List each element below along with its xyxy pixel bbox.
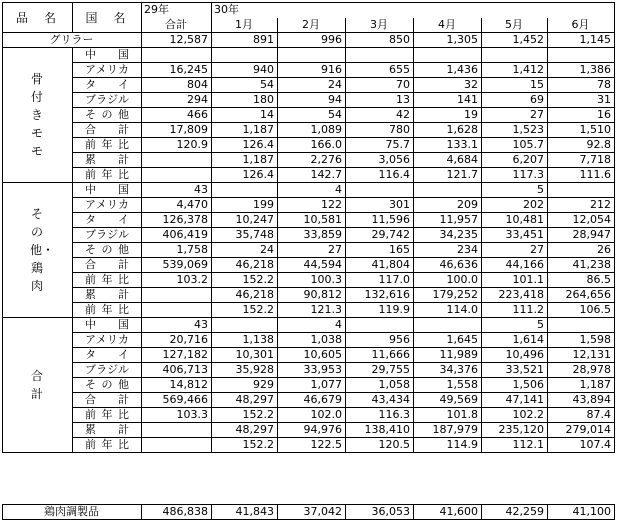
row-value: 1,138 (212, 333, 278, 348)
row-value: 152.2 (212, 273, 278, 288)
row-value (346, 183, 414, 198)
row-value: 70 (346, 78, 414, 93)
row-value (414, 183, 482, 198)
row-value: 94,976 (278, 423, 346, 438)
row-value: 121.3 (278, 303, 346, 318)
section-row (3, 273, 615, 288)
row-value: 35,748 (212, 228, 278, 243)
row-value: 780 (346, 123, 414, 138)
row-value: 78 (548, 78, 615, 93)
row-value: 43,894 (548, 393, 615, 408)
header-item: 品 名 (3, 3, 73, 33)
row-value: 34,376 (414, 363, 482, 378)
row-value: 11,666 (346, 348, 414, 363)
row-value: 279,014 (548, 423, 615, 438)
section-row (3, 423, 615, 438)
row-value: 1,506 (482, 378, 548, 393)
section-row (3, 243, 615, 258)
row-label: 中 国 (73, 318, 142, 333)
row-total: 43 (142, 183, 212, 198)
section-row (3, 123, 615, 138)
row-total: 569,466 (142, 393, 212, 408)
row-total: 294 (142, 93, 212, 108)
row-total: 406,419 (142, 228, 212, 243)
row-value: 126.4 (212, 138, 278, 153)
grill-value: 1,452 (482, 33, 548, 48)
row-value: 7,718 (548, 153, 615, 168)
header-month: 2月 (278, 18, 346, 33)
row-value: 87.4 (548, 408, 615, 423)
grill-value: 1,305 (414, 33, 482, 48)
row-value: 166.0 (278, 138, 346, 153)
section-row (3, 348, 615, 363)
grill-value: 996 (278, 33, 346, 48)
row-value: 46,218 (212, 258, 278, 273)
header-month: 4月 (414, 18, 482, 33)
row-value: 41,804 (346, 258, 414, 273)
row-value: 122.5 (278, 438, 346, 453)
row-label: 中 国 (73, 183, 142, 198)
section-row (3, 138, 615, 153)
row-value: 101.1 (482, 273, 548, 288)
row-value: 10,247 (212, 213, 278, 228)
row-value: 27 (278, 243, 346, 258)
row-total: 1,758 (142, 243, 212, 258)
row-value: 1,077 (278, 378, 346, 393)
row-value (346, 318, 414, 333)
row-label: その他 (73, 243, 142, 258)
section-label (3, 318, 73, 453)
row-value: 116.3 (346, 408, 414, 423)
row-label: 累 計 (73, 288, 142, 303)
row-label: 前年比 (73, 303, 142, 318)
row-value: 1,058 (346, 378, 414, 393)
row-value: 223,418 (482, 288, 548, 303)
row-value: 5 (482, 318, 548, 333)
row-value: 138,410 (346, 423, 414, 438)
row-value: 119.9 (346, 303, 414, 318)
row-value: 116.4 (346, 168, 414, 183)
row-value: 26 (548, 243, 615, 258)
row-value: 33,953 (278, 363, 346, 378)
row-value: 12,131 (548, 348, 615, 363)
row-value: 100.3 (278, 273, 346, 288)
row-label: アメリカ (73, 63, 142, 78)
row-label: 合 計 (73, 258, 142, 273)
row-total: 804 (142, 78, 212, 93)
row-label: 前年比 (73, 408, 142, 423)
row-value: 35,928 (212, 363, 278, 378)
row-value: 133.1 (414, 138, 482, 153)
row-value: 28,978 (548, 363, 615, 378)
section-label-text: 合計 (30, 369, 43, 401)
row-value: 48,297 (212, 423, 278, 438)
header-year-prev: 29年 (142, 3, 212, 18)
row-value: 102.2 (482, 408, 548, 423)
header-country: 国 名 (73, 3, 142, 33)
processed-table (2, 504, 615, 520)
section-row (3, 318, 615, 333)
row-value: 33,521 (482, 363, 548, 378)
row-total: 4,470 (142, 198, 212, 213)
row-value: 101.8 (414, 408, 482, 423)
row-label: 合 計 (73, 393, 142, 408)
row-value: 100.0 (414, 273, 482, 288)
row-label: ブラジル (73, 228, 142, 243)
section-label-text: その他・鶏肉 (30, 207, 55, 293)
row-value: 28,947 (548, 228, 615, 243)
grill-row (3, 33, 615, 48)
row-value: 47,141 (482, 393, 548, 408)
processed-value: 42,259 (482, 505, 548, 520)
row-value: 5 (482, 183, 548, 198)
row-value: 1,089 (278, 123, 346, 138)
row-value: 1,038 (278, 333, 346, 348)
section-row (3, 408, 615, 423)
row-total: 406,713 (142, 363, 212, 378)
row-value: 42 (346, 108, 414, 123)
row-value: 655 (346, 63, 414, 78)
row-value: 199 (212, 198, 278, 213)
row-value: 264,656 (548, 288, 615, 303)
row-value: 19 (414, 108, 482, 123)
row-label: タ イ (73, 78, 142, 93)
row-value: 48,297 (212, 393, 278, 408)
header-month: 3月 (346, 18, 414, 33)
row-total (142, 153, 212, 168)
row-value: 1,510 (548, 123, 615, 138)
row-value (548, 48, 615, 63)
section-row (3, 63, 615, 78)
section-label-text: 骨付きモモ (30, 72, 43, 158)
processed-total: 486,838 (142, 505, 212, 520)
row-value: 46,218 (212, 288, 278, 303)
row-value: 24 (278, 78, 346, 93)
section-row (3, 333, 615, 348)
row-value: 11,989 (414, 348, 482, 363)
section-row (3, 168, 615, 183)
row-value: 1,386 (548, 63, 615, 78)
grill-value: 1,145 (548, 33, 615, 48)
processed-value: 36,053 (346, 505, 414, 520)
row-value: 956 (346, 333, 414, 348)
section-row (3, 363, 615, 378)
row-value: 301 (346, 198, 414, 213)
row-value: 94 (278, 93, 346, 108)
row-value: 117.0 (346, 273, 414, 288)
row-total: 103.2 (142, 273, 212, 288)
row-label: 累 計 (73, 153, 142, 168)
row-value: 54 (212, 78, 278, 93)
row-value: 11,957 (414, 213, 482, 228)
row-value: 10,301 (212, 348, 278, 363)
import-table (2, 2, 615, 453)
section-row (3, 288, 615, 303)
row-value: 31 (548, 93, 615, 108)
row-value (414, 48, 482, 63)
row-value: 6,207 (482, 153, 548, 168)
row-value: 111.6 (548, 168, 615, 183)
processed-value: 41,100 (548, 505, 615, 520)
row-total: 120.9 (142, 138, 212, 153)
grill-total: 12,587 (142, 33, 212, 48)
row-value: 180 (212, 93, 278, 108)
section-row (3, 108, 615, 123)
grill-value: 891 (212, 33, 278, 48)
row-value: 102.0 (278, 408, 346, 423)
row-value: 112.1 (482, 438, 548, 453)
row-value: 1,436 (414, 63, 482, 78)
row-value: 1,598 (548, 333, 615, 348)
section-row (3, 153, 615, 168)
row-value: 234 (414, 243, 482, 258)
row-value: 122 (278, 198, 346, 213)
row-value (548, 318, 615, 333)
row-total: 466 (142, 108, 212, 123)
row-value: 43,434 (346, 393, 414, 408)
row-value: 32 (414, 78, 482, 93)
grill-value: 850 (346, 33, 414, 48)
row-value: 1,187 (548, 378, 615, 393)
row-value: 1,412 (482, 63, 548, 78)
row-value: 54 (278, 108, 346, 123)
row-value: 111.2 (482, 303, 548, 318)
processed-value: 37,042 (278, 505, 346, 520)
row-value: 10,481 (482, 213, 548, 228)
row-value: 2,276 (278, 153, 346, 168)
row-value: 940 (212, 63, 278, 78)
row-total (142, 288, 212, 303)
row-label: その他 (73, 378, 142, 393)
row-value: 90,812 (278, 288, 346, 303)
row-total: 539,069 (142, 258, 212, 273)
row-value: 29,742 (346, 228, 414, 243)
row-value: 13 (346, 93, 414, 108)
section-row (3, 393, 615, 408)
grill-label: グリラー (3, 33, 142, 48)
section-label (3, 48, 73, 183)
row-value (278, 48, 346, 63)
row-value: 1,187 (212, 123, 278, 138)
row-value: 106.5 (548, 303, 615, 318)
section-row (3, 183, 615, 198)
row-value: 120.5 (346, 438, 414, 453)
row-label: 前年比 (73, 273, 142, 288)
processed-value: 41,843 (212, 505, 278, 520)
row-value: 107.4 (548, 438, 615, 453)
row-value (346, 48, 414, 63)
section-row (3, 228, 615, 243)
row-value: 49,569 (414, 393, 482, 408)
row-value: 34,235 (414, 228, 482, 243)
row-total (142, 423, 212, 438)
row-value (212, 48, 278, 63)
row-value: 10,605 (278, 348, 346, 363)
row-label: ブラジル (73, 93, 142, 108)
row-label: 前年比 (73, 438, 142, 453)
section-row (3, 93, 615, 108)
row-value: 202 (482, 198, 548, 213)
row-value: 142.7 (278, 168, 346, 183)
row-value: 1,645 (414, 333, 482, 348)
row-value: 4 (278, 318, 346, 333)
row-value: 33,859 (278, 228, 346, 243)
row-total (142, 438, 212, 453)
row-value: 46,679 (278, 393, 346, 408)
row-label: タ イ (73, 213, 142, 228)
row-value: 1,523 (482, 123, 548, 138)
row-label: 前年比 (73, 168, 142, 183)
row-value: 209 (414, 198, 482, 213)
row-value: 14 (212, 108, 278, 123)
row-value: 4,684 (414, 153, 482, 168)
row-total: 126,378 (142, 213, 212, 228)
row-value: 27 (482, 243, 548, 258)
row-value: 929 (212, 378, 278, 393)
row-total: 43 (142, 318, 212, 333)
row-value: 11,596 (346, 213, 414, 228)
processed-row (3, 505, 615, 520)
processed-label: 鶏肉調製品 (3, 505, 142, 520)
row-value: 141 (414, 93, 482, 108)
row-value: 16 (548, 108, 615, 123)
section-row (3, 198, 615, 213)
section-label (3, 183, 73, 318)
row-value: 179,252 (414, 288, 482, 303)
row-value: 152.2 (212, 408, 278, 423)
section-row (3, 48, 615, 63)
row-label: 前年比 (73, 138, 142, 153)
row-label: ブラジル (73, 363, 142, 378)
row-label: タ イ (73, 348, 142, 363)
row-value: 126.4 (212, 168, 278, 183)
row-value (212, 183, 278, 198)
row-value: 132,616 (346, 288, 414, 303)
row-value: 121.7 (414, 168, 482, 183)
row-value: 114.9 (414, 438, 482, 453)
row-value: 916 (278, 63, 346, 78)
row-total: 20,716 (142, 333, 212, 348)
row-value: 235,120 (482, 423, 548, 438)
row-value (212, 318, 278, 333)
section-row (3, 258, 615, 273)
section-row (3, 78, 615, 93)
header-row-top (3, 3, 615, 18)
row-value: 1,614 (482, 333, 548, 348)
row-value: 152.2 (212, 438, 278, 453)
row-value: 212 (548, 198, 615, 213)
row-value (414, 318, 482, 333)
row-value: 1,187 (212, 153, 278, 168)
row-value: 92.8 (548, 138, 615, 153)
row-value: 152.2 (212, 303, 278, 318)
section-row (3, 303, 615, 318)
row-value: 75.7 (346, 138, 414, 153)
row-value: 4 (278, 183, 346, 198)
row-total: 103.3 (142, 408, 212, 423)
row-value: 117.3 (482, 168, 548, 183)
section-row (3, 438, 615, 453)
row-value: 46,636 (414, 258, 482, 273)
processed-value: 41,600 (414, 505, 482, 520)
row-label: その他 (73, 108, 142, 123)
row-value: 105.7 (482, 138, 548, 153)
row-value: 114.0 (414, 303, 482, 318)
header-year-cur: 30年 (212, 3, 278, 18)
row-label: 中 国 (73, 48, 142, 63)
row-value: 10,581 (278, 213, 346, 228)
row-value (548, 183, 615, 198)
section-row (3, 213, 615, 228)
row-value: 1,628 (414, 123, 482, 138)
row-value: 44,166 (482, 258, 548, 273)
row-value: 29,755 (346, 363, 414, 378)
row-label: アメリカ (73, 198, 142, 213)
section-row (3, 378, 615, 393)
row-value: 1,558 (414, 378, 482, 393)
row-value: 187,979 (414, 423, 482, 438)
row-total: 127,182 (142, 348, 212, 363)
row-total: 14,812 (142, 378, 212, 393)
row-value: 165 (346, 243, 414, 258)
row-value: 41,238 (548, 258, 615, 273)
row-value: 15 (482, 78, 548, 93)
row-value: 44,594 (278, 258, 346, 273)
row-total: 17,809 (142, 123, 212, 138)
row-value: 86.5 (548, 273, 615, 288)
row-total: 16,245 (142, 63, 212, 78)
row-value: 69 (482, 93, 548, 108)
row-label: アメリカ (73, 333, 142, 348)
row-value: 10,496 (482, 348, 548, 363)
row-value: 24 (212, 243, 278, 258)
row-value: 12,054 (548, 213, 615, 228)
header-month: 6月 (548, 18, 615, 33)
header-total: 合計 (142, 18, 212, 33)
header-month: 1月 (212, 18, 278, 33)
row-value (482, 48, 548, 63)
row-value: 33,451 (482, 228, 548, 243)
header-month: 5月 (482, 18, 548, 33)
row-label: 累 計 (73, 423, 142, 438)
row-value: 3,056 (346, 153, 414, 168)
row-label: 合 計 (73, 123, 142, 138)
row-total (142, 303, 212, 318)
row-total (142, 168, 212, 183)
row-value: 27 (482, 108, 548, 123)
row-total (142, 48, 212, 63)
